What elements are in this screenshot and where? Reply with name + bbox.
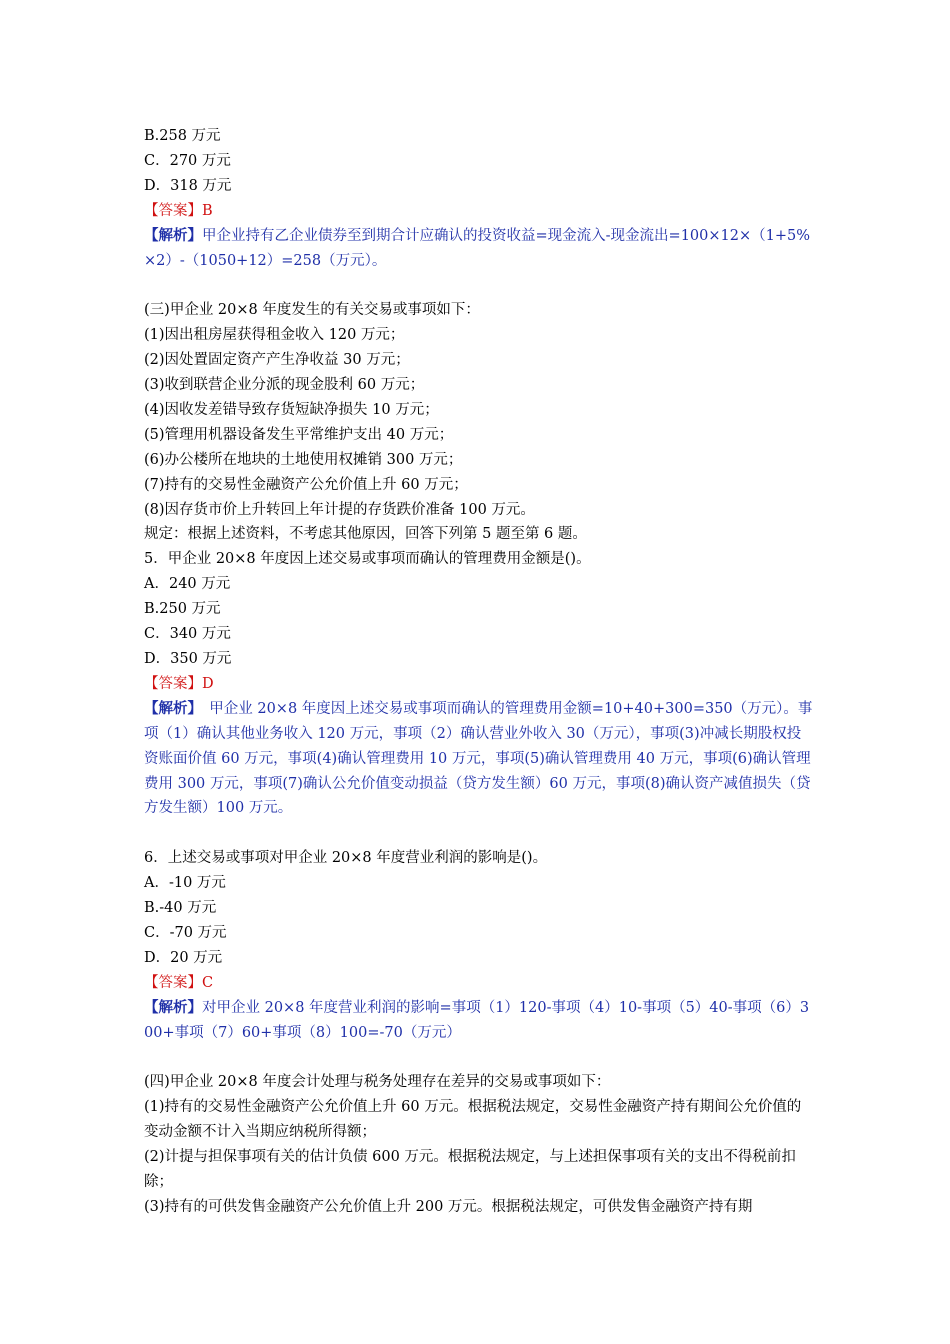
section3-item: (1)因出租房屋获得租金收入 120 万元； (144, 327, 405, 344)
analysis-label: 【解析】 (144, 699, 195, 717)
section3-item: (4)因收发差错导致存货短缺净损失 10 万元； (144, 401, 439, 418)
answer-label: 【答案】 (144, 202, 202, 219)
q6-option-c: C．-70 万元 (144, 924, 227, 941)
analysis-text: 甲企业 20×8 年度因上述交易或事项而确认的管理费用金额=10+40+300=350（万元）。事项（1）确认其他业务收入 120 万元，事项（2）确认营业外收入 30（万元），事项(3)冲减长期股权投资账面价值 60 万元，事项(4)确认管理费用 10 万元，事项(5)确认管理费用 40 万元，事项(6)确认管理费用 300 万元，事项(7)确认公允价值变动损益（贷方发生额）60 万元，事项(8)确认资产减值损失（贷方发生额）100 万元。 (144, 700, 813, 817)
q6-option-b: B.-40 万元 (144, 900, 217, 917)
q4-option-c: C．270 万元 (144, 152, 231, 169)
answer-value: D (202, 675, 214, 692)
answer-value: B (202, 202, 213, 219)
section3-item: (8)因存货市价上升转回上年计提的存货跌价准备 100 万元。 (144, 501, 535, 518)
section4-item: (3)持有的可供发售金融资产公允价值上升 200 万元。根据税法规定，可供发售金融资产持有期 (144, 1198, 753, 1215)
section3-item: (5)管理用机器设备发生平常维护支出 40 万元； (144, 426, 454, 443)
q6-question: 6．上述交易或事项对甲企业 20×8 年度营业利润的影响是()。 (144, 850, 548, 867)
section3-rule: 规定：根据上述资料，不考虑其他原因，回答下列第 5 题至第 6 题。 (144, 526, 587, 543)
analysis-label: 【解析】 (144, 998, 202, 1016)
section3-item: (6)办公楼所在地块的土地使用权摊销 300 万元； (144, 451, 463, 468)
q4-option-b: B.258 万元 (144, 128, 221, 144)
q5-option-c: C．340 万元 (144, 626, 231, 643)
section3-item: (2)因处置固定资产产生净收益 30 万元； (144, 352, 410, 369)
q5-analysis (144, 697, 814, 822)
section3-item: (7)持有的交易性金融资产公允价值上升 60 万元； (144, 476, 468, 493)
q5-answer (144, 672, 814, 697)
q6-option-a: A．-10 万元 (144, 875, 226, 892)
analysis-text: 甲企业持有乙企业债券至到期合计应确认的投资收益=现金流入-现金流出=100×12×（1+5%×2）-（1050+12）=258（万元）。 (144, 227, 810, 269)
q4-analysis (144, 224, 814, 274)
section3-item: (3)收到联营企业分派的现金股利 60 万元； (144, 377, 425, 394)
spacer (144, 273, 814, 298)
section4-heading: (四)甲企业 20×8 年度会计处理与税务处理存在差异的交易或事项如下： (144, 1074, 611, 1091)
analysis-label: 【解析】 (144, 226, 202, 244)
section4-item: (2)计提与担保事项有关的估计负债 600 万元。根据税法规定，与上述担保事项有关的支出不得税前扣除； (144, 1149, 796, 1191)
spacer (144, 821, 814, 846)
section3-heading: (三)甲企业 20×8 年度发生的有关交易或事项如下： (144, 302, 480, 319)
spacer (144, 1046, 814, 1071)
q6-answer (144, 971, 814, 996)
q4-answer (144, 199, 814, 224)
q5-option-d: D．350 万元 (144, 651, 232, 668)
answer-label: 【答案】 (144, 675, 202, 692)
answer-label: 【答案】 (144, 974, 202, 991)
q6-option-d: D．20 万元 (144, 949, 223, 966)
q4-option-d: D．318 万元 (144, 177, 232, 194)
document-content (144, 124, 814, 1220)
section4-item: (1)持有的交易性金融资产公允价值上升 60 万元。根据税法规定，交易性金融资产持有期间公允价值的变动金额不计入当期应纳税所得额； (144, 1099, 802, 1141)
q5-question: 5．甲企业 20×8 年度因上述交易或事项而确认的管理费用金额是()。 (144, 551, 591, 568)
answer-value: C (202, 974, 214, 991)
analysis-text: 对甲企业 20×8 年度营业利润的影响=事项（1）120-事项（4）10-事项（5）40-事项（6）300+事项（7）60+事项（8）100=-70（万元） (144, 999, 810, 1041)
q5-option-b: B.250 万元 (144, 601, 221, 618)
q5-option-a: A．240 万元 (144, 576, 231, 593)
q6-analysis (144, 996, 814, 1046)
